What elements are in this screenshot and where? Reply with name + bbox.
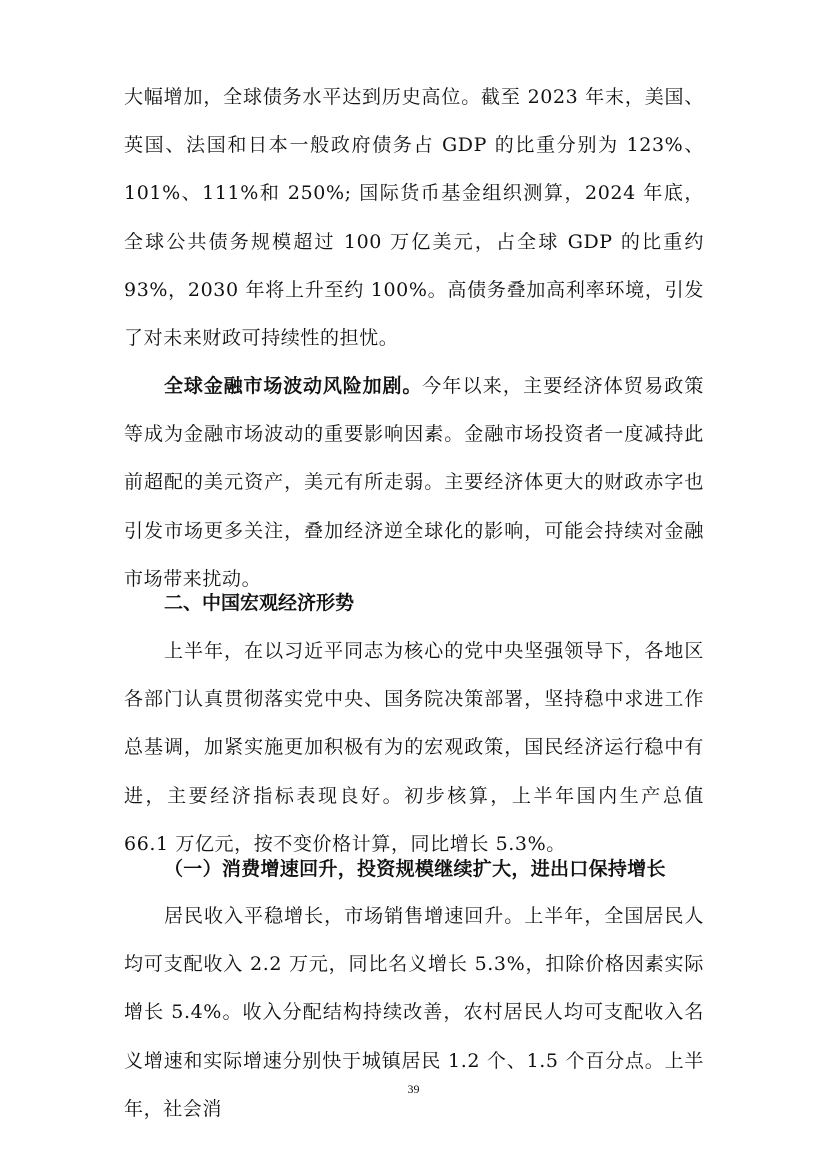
paragraph-china-macro: 上半年，在以习近平同志为核心的党中央坚强领导下，各地区各部门认真贯彻落实党中央、国务院决策部署，坚持稳中求进工作总基调，加紧实施更加积极有为的宏观政策，国民经济运行稳中有进，主要经济指标表现良好。初步核算，上半年国内生产总值 66.1 万亿元，按不变价格计算，同比增长 5.3%。: [124, 640, 704, 855]
paragraph-global-debt: 大幅增加，全球债务水平达到历史高位。截至 2023 年末，美国、英国、法国和日本一般政府债务占 GDP 的比重分别为 123%、101%、111%和 250%; 国际货币基金组织测算，2024 年底，全球公共债务规模超过 100 万亿美元，占全球 GDP 的比重约 93%，2030 年将上升至约 100%。高债务叠加高利率环境，引发了对未来财政可持续性的担忧。: [124, 86, 704, 350]
paragraph-lead-heading: 全球金融市场波动风险加剧。: [164, 375, 423, 397]
page-number: 39: [407, 1082, 420, 1096]
paragraph-financial-volatility: [124, 362, 704, 603]
paragraph-income-consumption: 居民收入平稳增长，市场销售增速回升。上半年，全国居民人均可支配收入 2.2 万元，同比名义增长 5.3%，扣除价格因素实际增长 5.4%。收入分配结构持续改善，农村居民人均可支配收入名义增速和实际增速分别快于城镇居民 1.2 个、1.5 个百分点。上半年，社会消: [124, 905, 704, 1120]
paragraph-body: 今年以来，主要经济体贸易政策等成为金融市场波动的重要影响因素。金融市场投资者一度减持此前超配的美元资产，美元有所走弱。主要经济体更大的财政赤字也引发市场更多关注，叠加经济逆全球化的影响，可能会持续对金融市场带来扰动。: [124, 375, 704, 590]
section-heading: 二、中国宏观经济形势: [164, 592, 355, 614]
sub-heading: （一）消费增速回升，投资规模继续扩大，进出口保持增长: [164, 858, 666, 880]
